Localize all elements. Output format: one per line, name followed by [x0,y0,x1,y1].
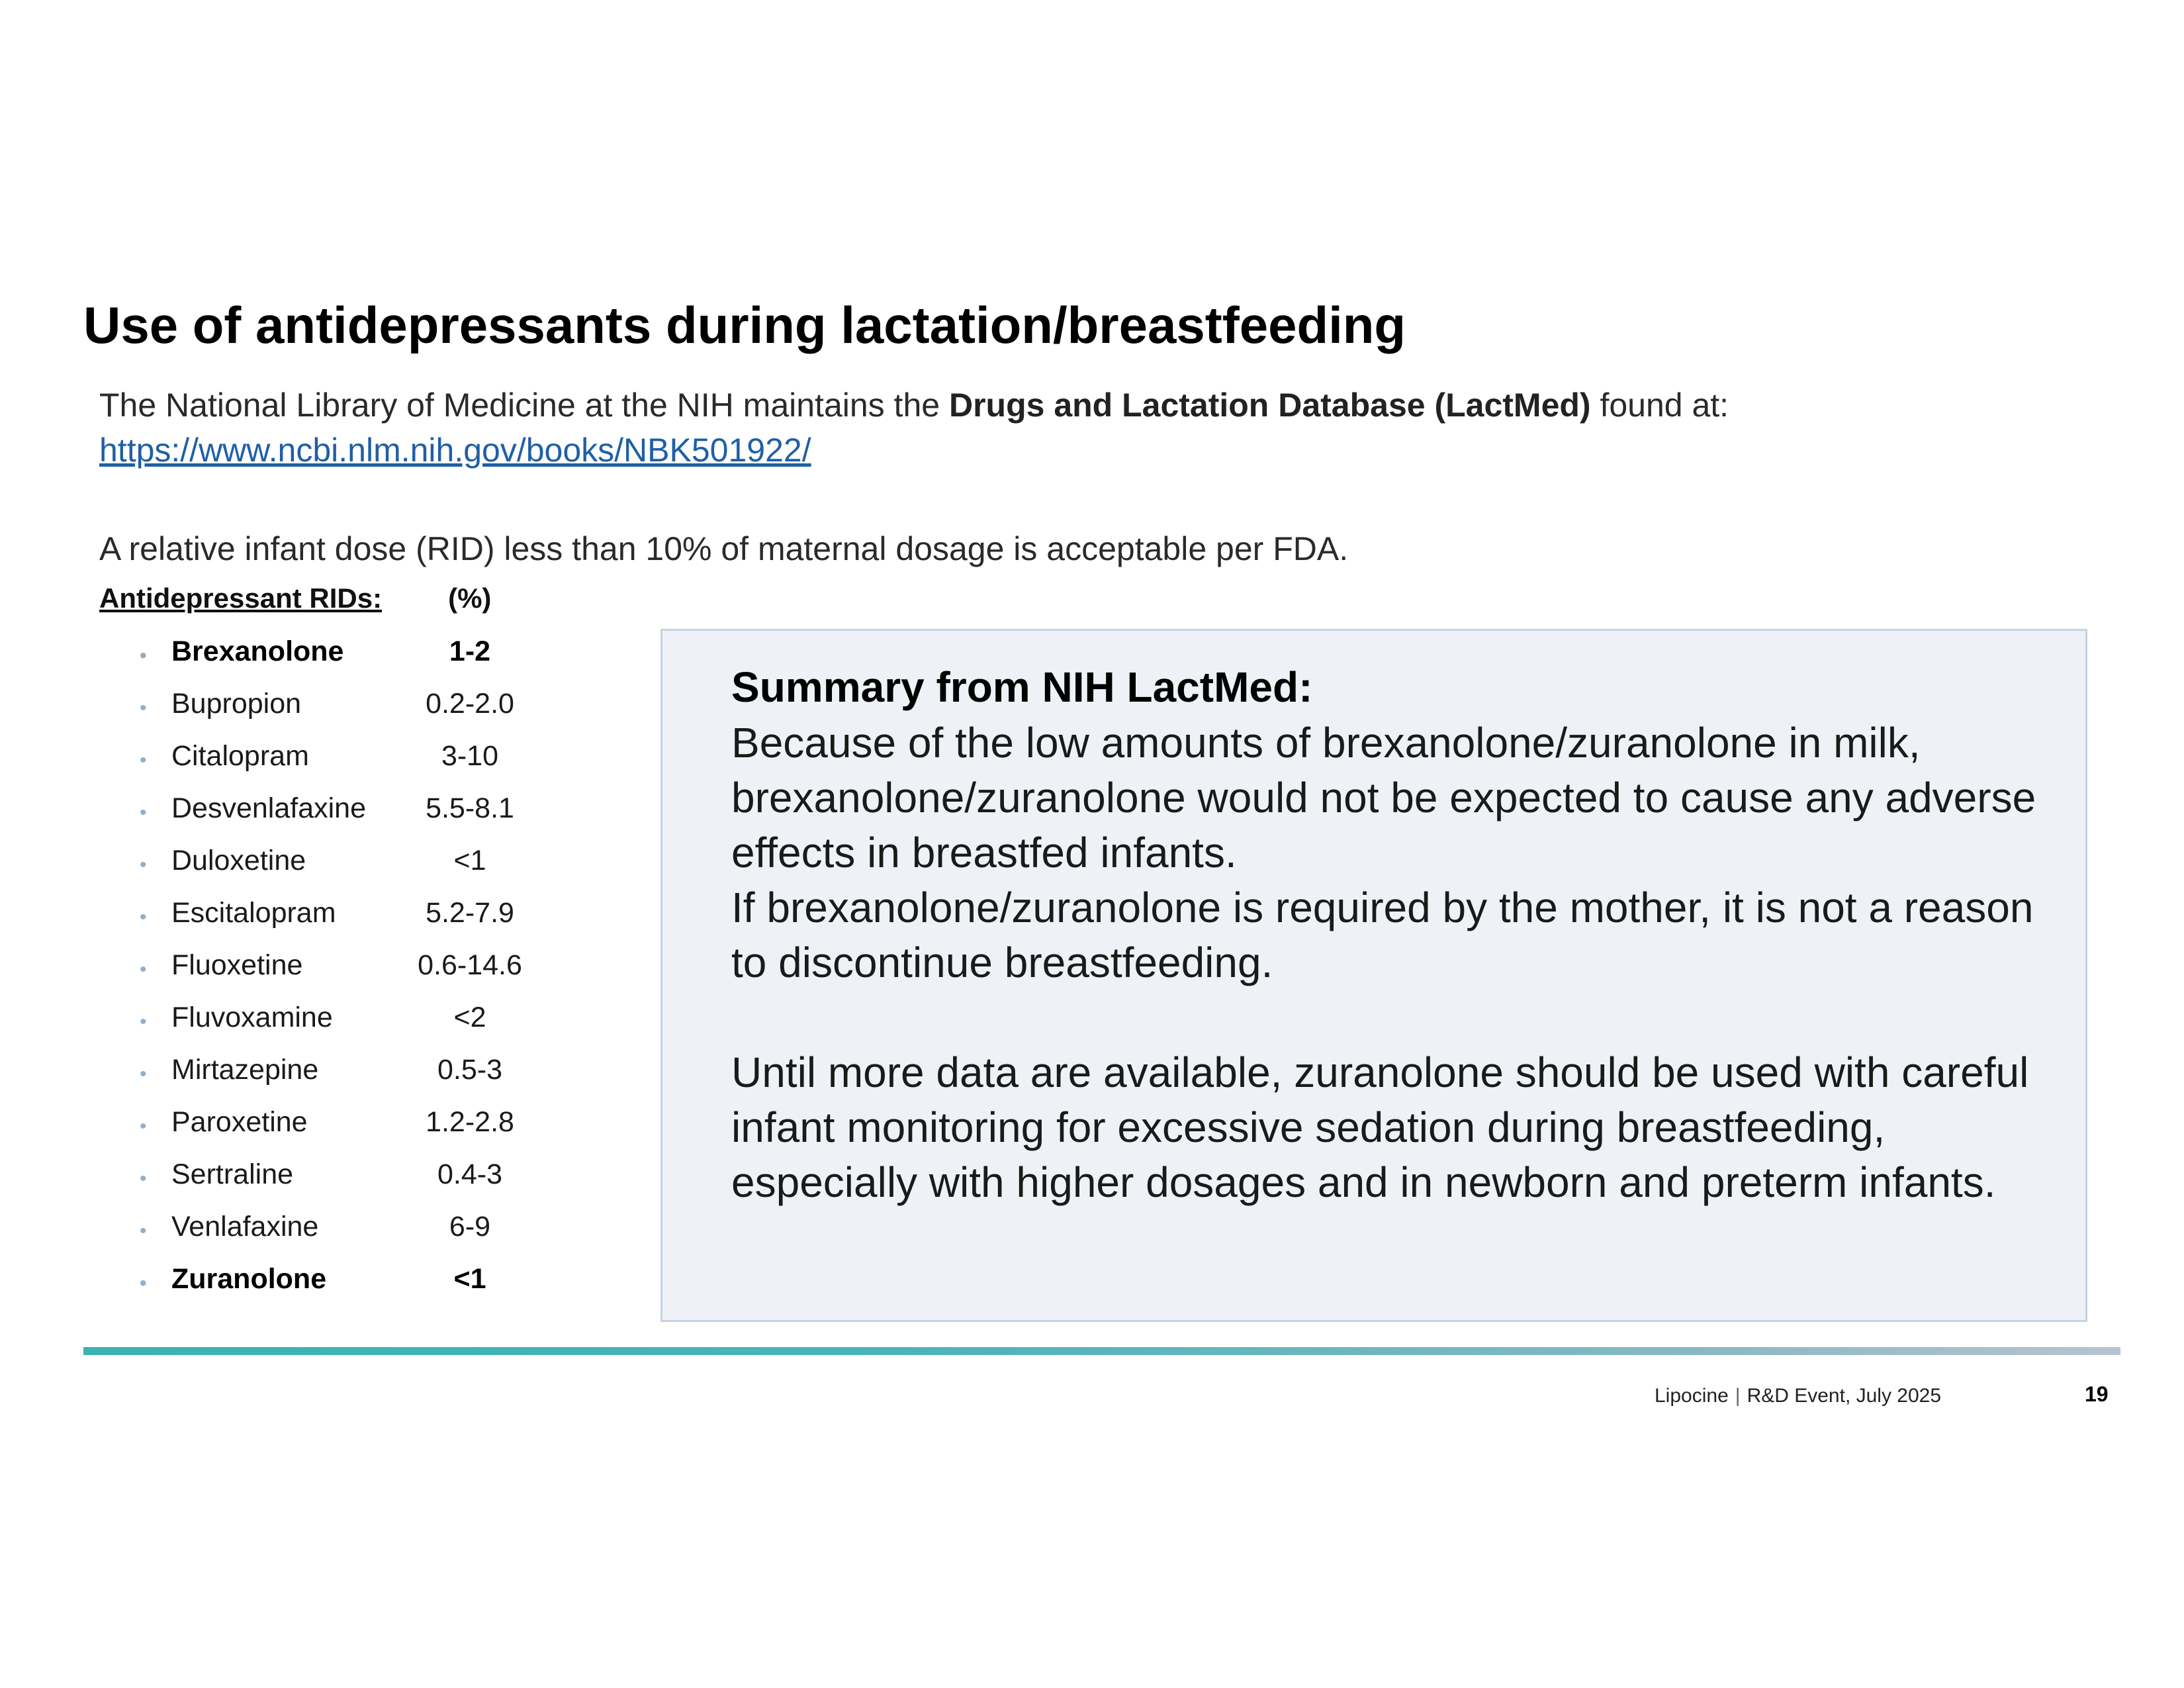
intro-text [99,383,1729,473]
summary-box [660,629,2087,1322]
intro-prefix: The National Library of Medicine at the NIH maintains the [99,387,949,424]
rid-header-unit: (%) [448,583,492,614]
drug-name: Desvenlafaxine [171,792,367,824]
bullet-icon: • [140,1011,147,1033]
bullet-icon: • [140,749,147,771]
footer-divider [83,1347,2120,1355]
bullet-icon: • [140,645,147,667]
footer [1655,1385,1941,1407]
bullet-icon: • [140,1168,147,1190]
rid-value: <2 [453,1002,486,1033]
bullet-icon: • [140,802,147,823]
bullet-icon: • [140,1115,147,1137]
rid-value: 0.6-14.6 [418,949,522,981]
rid-value: 0.4-3 [437,1158,502,1190]
bullet-icon: • [140,1220,147,1242]
footer-separator: | [1735,1385,1741,1407]
drug-name: Mirtazepine [171,1054,319,1086]
rid-value: 5.5-8.1 [426,792,514,824]
bullet-icon: • [140,1272,147,1294]
rid-table-header [99,583,491,614]
drug-name: Zuranolone [171,1263,327,1295]
rid-value: 6-9 [449,1211,491,1243]
bullet-icon: • [140,959,147,980]
drug-name: Bupropion [171,688,302,720]
summary-title: Summary from NIH LactMed: [731,663,1313,711]
slide-title: Use of antidepressants during lactation/breastfeeding [83,296,1406,354]
footer-event: R&D Event, July 2025 [1747,1385,1942,1407]
drug-name: Brexanolone [171,635,344,667]
lactmed-link[interactable]: https://www.ncbi.nlm.nih.gov/books/NBK501922/ [99,432,811,469]
rid-note: A relative infant dose (RID) less than 10% of maternal dosage is acceptable per FDA. [99,530,1349,567]
rid-value: 1.2-2.8 [426,1106,514,1138]
rid-value: <1 [453,1263,486,1295]
rid-value: 0.5-3 [437,1054,502,1086]
intro-suffix: found at: [1590,387,1729,424]
drug-name: Fluoxetine [171,949,303,981]
summary-paragraph-2: If brexanolone/zuranolone is required by the mother, it is not a reason to discontinue breastfeeding. [731,884,2034,986]
rid-header-label: Antidepressant RIDs: [99,583,383,614]
bullet-icon: • [140,1063,147,1085]
bullet-icon: • [140,906,147,928]
drug-name: Duloxetine [171,845,306,876]
bullet-icon: • [140,697,147,719]
drug-name: Venlafaxine [171,1211,319,1243]
page-number: 19 [2085,1382,2109,1406]
rid-value: 1-2 [449,635,491,667]
drug-name: Citalopram [171,740,309,772]
footer-company: Lipocine [1655,1385,1729,1407]
summary-paragraph-1: Because of the low amounts of brexanolone/zuranolone in milk, brexanolone/zuranolone would not be expected to cause any adverse effects in breastfed infants. [731,719,2036,876]
bullet-icon: • [140,854,147,876]
rid-value: 3-10 [441,740,499,772]
rid-value: 5.2-7.9 [426,897,514,929]
drug-name: Sertraline [171,1158,294,1190]
rid-value: <1 [453,845,486,876]
summary-paragraph-3: Until more data are available, zuranolone should be used with careful infant monitoring for excessive sedation during breastfeeding, especially with higher dosages and in newborn and preterm infants. [731,1049,2029,1206]
drug-name: Paroxetine [171,1106,308,1138]
rid-value: 0.2-2.0 [426,688,514,720]
intro-database-name: Drugs and Lactation Database (LactMed) [948,387,1591,424]
drug-name: Fluvoxamine [171,1002,333,1033]
drug-name: Escitalopram [171,897,336,929]
summary-text [731,716,2055,1210]
